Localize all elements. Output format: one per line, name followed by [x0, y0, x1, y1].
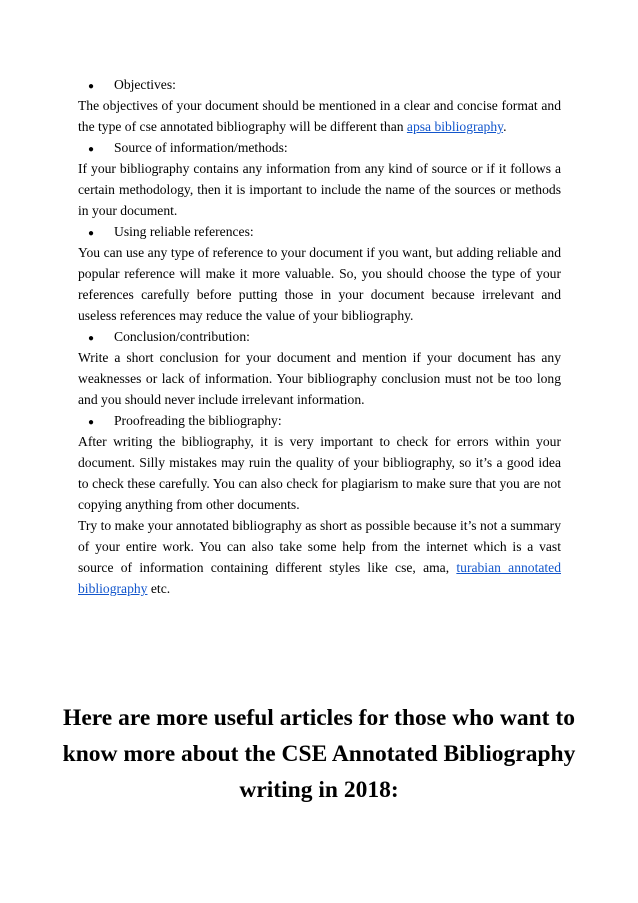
paragraph-text: Try to make your annotated bibliography as short as possible because it’s not a summary of your entire work. You can also take some help from the internet which is a vast source of information containing different styles like cse, ama, — [78, 518, 561, 575]
bullet-label: Conclusion/contribution: — [114, 329, 250, 344]
bullet-label: Proofreading the bibliography: — [114, 413, 282, 428]
paragraph-objectives — [78, 95, 561, 137]
bullet-dot-icon: ● — [88, 144, 95, 155]
bullet-conclusion — [78, 326, 561, 347]
bullet-source — [78, 137, 561, 158]
paragraph-source: If your bibliography contains any information from any kind of source or if it follows a certain methodology, then it is important to include the name of the sources or methods in your document. — [78, 161, 561, 218]
document-body — [78, 74, 561, 599]
paragraph-text: The objectives of your document should be mentioned in a clear and concise format and the type of cse annotated bibliography will be different than — [78, 98, 561, 134]
bullet-dot-icon: ● — [88, 417, 95, 428]
bullet-label: Objectives: — [114, 77, 176, 92]
turabian-annotated-bibliography-link[interactable]: turabian annotated bibliography — [78, 560, 562, 596]
articles-heading: Here are more useful articles for those who want to know more about the CSE Annotated Bibliography writing in 2018: — [62, 705, 576, 803]
paragraph-text-end: . — [503, 119, 507, 134]
apsa-bibliography-link[interactable]: apsa bibliography — [406, 119, 504, 134]
bullet-label: Source of information/methods: — [114, 140, 288, 155]
bullet-dot-icon: ● — [88, 228, 95, 239]
bullet-proofreading — [78, 410, 561, 431]
paragraph-closing — [78, 515, 561, 599]
paragraph-conclusion: Write a short conclusion for your document and mention if your document has any weaknesses or lack of information. Your bibliography conclusion must not be too long and you should never include irrelevant information. — [78, 350, 561, 407]
bullet-dot-icon: ● — [88, 333, 95, 344]
paragraph-text-end: etc. — [147, 581, 171, 596]
paragraph-proofreading: After writing the bibliography, it is very important to check for errors within your document. Silly mistakes may ruin the quality of your bibliography, so it’s a good idea to check these carefully. You can also check for plagiarism to make sure that you are not copying anything from other documents. — [78, 434, 561, 512]
bullet-references — [78, 221, 561, 242]
paragraph-references: You can use any type of reference to your document if you want, but adding reliable and popular reference will make it more valuable. So, you should choose the type of your references carefully before putting those in your document because irrelevant and useless references may reduce the value of your bibliography. — [78, 245, 561, 323]
bullet-label: Using reliable references: — [114, 224, 254, 239]
bullet-objectives — [78, 74, 561, 95]
bullet-dot-icon: ● — [88, 81, 95, 92]
